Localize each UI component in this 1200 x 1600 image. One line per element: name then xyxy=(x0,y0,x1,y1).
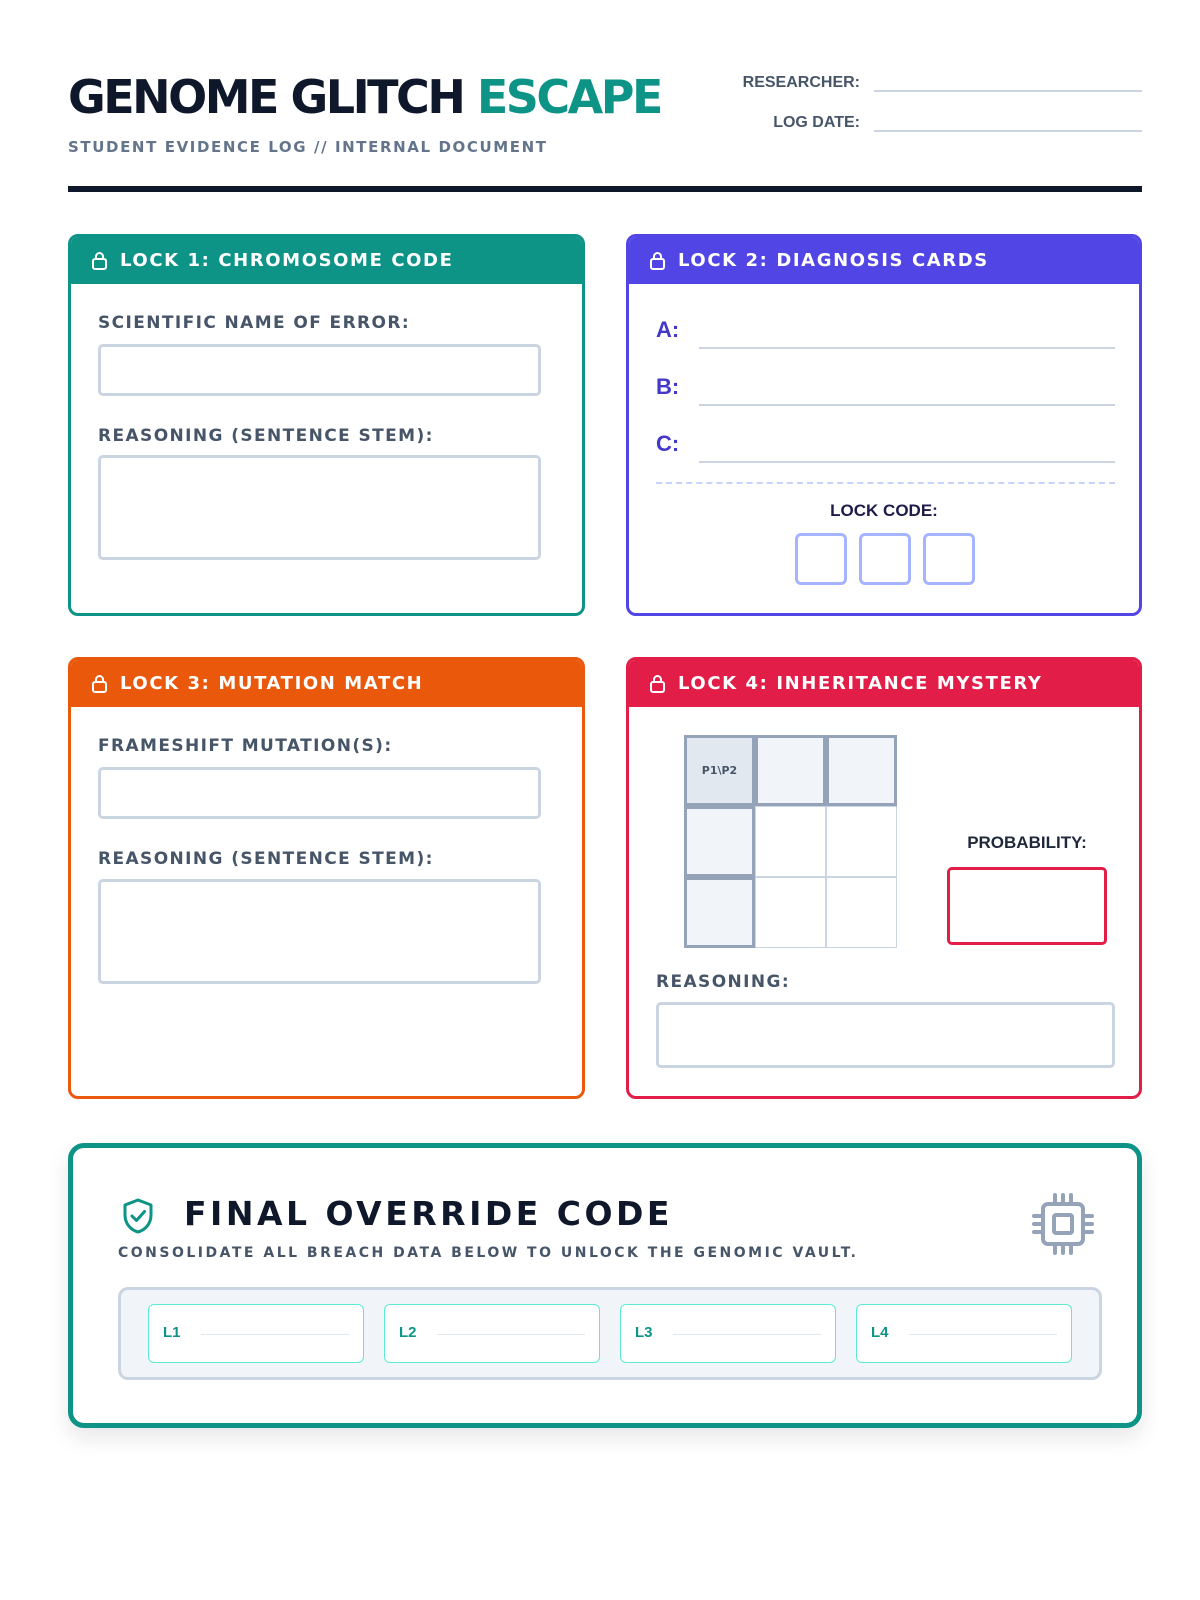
punnett-cell[interactable] xyxy=(755,806,826,877)
lock-icon xyxy=(649,674,666,693)
lock4-title: LOCK 4: INHERITANCE MYSTERY xyxy=(678,673,1043,694)
lock4-reasoning-input[interactable] xyxy=(656,1002,1115,1068)
diagnosis-b-label: B: xyxy=(656,374,680,399)
diagnosis-a-label: A: xyxy=(656,317,680,342)
probability-input[interactable] xyxy=(947,867,1107,945)
lock3-header xyxy=(71,660,582,707)
diagnosis-c-line[interactable] xyxy=(699,461,1115,463)
scientific-name-input[interactable] xyxy=(98,344,541,396)
microchip-icon xyxy=(1031,1192,1095,1256)
lock-icon xyxy=(91,251,108,270)
override-slot-l3[interactable] xyxy=(620,1304,836,1363)
lock3-field2-label: REASONING (SENTENCE STEM): xyxy=(98,849,434,869)
lock4-panel xyxy=(626,657,1142,1099)
final-subtitle: CONSOLIDATE ALL BREACH DATA BELOW TO UNLOCK THE GENOMIC VAULT. xyxy=(118,1245,859,1261)
slot-line xyxy=(909,1334,1057,1335)
lock1-panel xyxy=(68,234,585,616)
document-subtitle: STUDENT EVIDENCE LOG // INTERNAL DOCUMENT xyxy=(68,138,548,156)
lock4-reasoning-label: REASONING: xyxy=(656,972,791,992)
researcher-row xyxy=(720,72,1142,92)
lock-code-digit-2[interactable] xyxy=(859,533,911,585)
diagnosis-a-line[interactable] xyxy=(699,347,1115,349)
slot-line xyxy=(673,1334,821,1335)
punnett-p2-allele-2[interactable] xyxy=(826,735,897,806)
researcher-input-line[interactable] xyxy=(874,72,1142,92)
slot-label: L2 xyxy=(399,1324,417,1341)
lock-code-digit-3[interactable] xyxy=(923,533,975,585)
slot-label: L3 xyxy=(635,1324,653,1341)
log-date-row xyxy=(720,112,1142,132)
diagnosis-c-label: C: xyxy=(656,431,680,456)
lock1-field2-label: REASONING (SENTENCE STEM): xyxy=(98,426,434,446)
final-override-panel xyxy=(68,1143,1142,1428)
slot-label: L1 xyxy=(163,1324,181,1341)
lock1-field1-label: SCIENTIFIC NAME OF ERROR: xyxy=(98,313,411,333)
lock-icon xyxy=(91,674,108,693)
lock4-header xyxy=(629,660,1139,707)
title-accent: ESCAPE xyxy=(476,70,661,124)
punnett-p2-allele-1[interactable] xyxy=(755,735,826,806)
dashed-divider xyxy=(656,482,1115,484)
probability-label: PROBABILITY: xyxy=(967,833,1087,852)
slot-line xyxy=(437,1334,585,1335)
override-slot-l4[interactable] xyxy=(856,1304,1072,1363)
header-divider xyxy=(68,186,1142,192)
override-slot-l2[interactable] xyxy=(384,1304,600,1363)
lock-icon xyxy=(649,251,666,270)
final-title: FINAL OVERRIDE CODE xyxy=(184,1194,673,1233)
shield-check-icon xyxy=(121,1197,155,1235)
punnett-corner: P1\P2 xyxy=(684,735,755,806)
lock2-header xyxy=(629,237,1139,284)
document-header xyxy=(68,62,1142,192)
punnett-cell[interactable] xyxy=(826,806,897,877)
punnett-cell[interactable] xyxy=(755,877,826,948)
slot-line xyxy=(201,1334,349,1335)
title-main: GENOME GLITCH xyxy=(68,70,464,124)
override-slot-l1[interactable] xyxy=(148,1304,364,1363)
punnett-p1-allele-2[interactable] xyxy=(684,877,755,948)
lock3-field1-label: FRAMESHIFT MUTATION(S): xyxy=(98,736,393,756)
diagnosis-b-line[interactable] xyxy=(699,404,1115,406)
slot-label: L4 xyxy=(871,1324,889,1341)
frameshift-input[interactable] xyxy=(98,767,541,819)
log-date-input-line[interactable] xyxy=(874,112,1142,132)
punnett-p1-allele-1[interactable] xyxy=(684,806,755,877)
lock2-panel xyxy=(626,234,1142,616)
lock3-panel xyxy=(68,657,585,1099)
lock2-title: LOCK 2: DIAGNOSIS CARDS xyxy=(678,250,989,271)
document-title xyxy=(68,70,661,124)
lock3-title: LOCK 3: MUTATION MATCH xyxy=(120,673,424,694)
lock-code-label: LOCK CODE: xyxy=(830,501,938,520)
lock1-header xyxy=(71,237,582,284)
log-date-label: LOG DATE: xyxy=(773,114,860,131)
researcher-label: RESEARCHER: xyxy=(742,74,860,91)
lock1-title: LOCK 1: CHROMOSOME CODE xyxy=(120,250,454,271)
lock1-reasoning-input[interactable] xyxy=(98,455,541,560)
override-code-tray xyxy=(118,1287,1102,1380)
lock3-reasoning-input[interactable] xyxy=(98,879,541,984)
lock-code-digit-1[interactable] xyxy=(795,533,847,585)
punnett-cell[interactable] xyxy=(826,877,897,948)
